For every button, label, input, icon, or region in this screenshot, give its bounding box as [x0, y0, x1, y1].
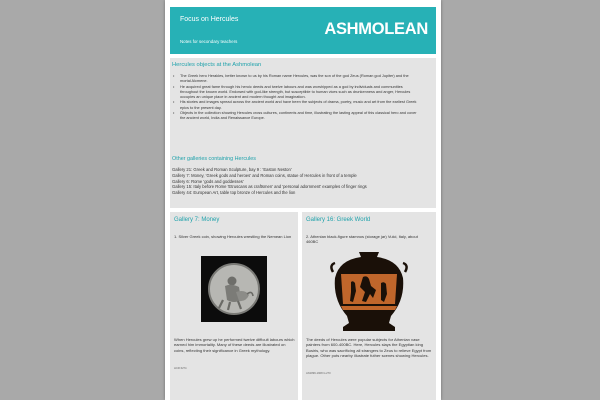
coin-description: When Hercules grew up he performed twelve difficult labours which earned him immortality. Many of these deeds are illustrated on coins, reflecting their significance in Greek mythology. — [174, 337, 295, 353]
intro-bullet: • Objects in the collection showing Hercules cross cultures, continents and time, illustrating the lasting appeal of this classical hero and cover the ancient world, India and Renaissance Europe. — [172, 111, 420, 122]
gallery-list-item: Gallery 44: European Art, table top bronze of Hercules and the lion — [172, 190, 296, 196]
stamnos-reference: AN1896-1908 G.270 — [306, 372, 331, 375]
intro-bullet: • He acquired great fame through his heroic deeds and twelve labours and was worshipped as a god by individuals and communities throughout the known world. Endowed with god-like strength, but susceptible to human vices such as drunkenness and anger, Hercules occupies an unique place in ancient and modern thought and imagination. — [172, 85, 420, 101]
intro-heading: Hercules objects at the Ashmolean — [172, 62, 262, 68]
intro-bullet: • The Greek hero Herakles, better known to us by his Roman name Hercules, was the son of the god Zeus (Roman god Jupiter) and the mortal Alcmene. — [172, 74, 420, 85]
coin-reference: HCR 6274 — [174, 367, 187, 370]
coin-caption: 1. Silver Greek coin, showing Hercules wrestling the Nemean Lion — [174, 234, 292, 239]
document-title: Focus on Hercules — [180, 16, 239, 23]
gallery-list-item: Gallery 21: Greek and Roman Sculpture, bay 9 : 'Easton Neston' — [172, 167, 292, 172]
other-galleries-list — [172, 167, 427, 196]
ashmolean-logo: ASHMOLEAN — [324, 20, 428, 38]
stamnos-caption: 2. Athenian black-figure stamnos (storage jar) Vulci, Italy, about 460BC — [306, 234, 418, 245]
document-page — [165, 0, 441, 400]
silver-coin-image — [201, 256, 267, 322]
gallery-greek-title: Gallery 16: Greek World — [306, 217, 371, 223]
header-banner — [170, 7, 436, 54]
other-galleries-heading: Other galleries containing Hercules — [172, 156, 256, 162]
intro-bullet-list — [172, 74, 420, 122]
stamnos-vase-image — [329, 250, 409, 333]
gallery-list-item: Gallery 15: Italy before Rome 'Etruscans as craftsmen' and 'personal adornment' examples of finger rings — [172, 184, 367, 190]
gallery-greek-panel — [302, 212, 436, 400]
intro-bullet: • His stories and images spread across the ancient world and have been the subjects of drama, poetry, music and art from the earliest Greek epics to the present day. — [172, 100, 420, 111]
gallery-list-item: Gallery 6: Rome 'gods and goddesses' — [172, 178, 244, 184]
gallery-list-item: Gallery 7: Money, 'Greek gods and heroes' and Roman coins, statue of Hercules in front of a temple — [172, 172, 357, 178]
gallery-money-title: Gallery 7: Money — [174, 217, 220, 223]
document-subtitle: Notes for secondary teachers — [180, 39, 238, 44]
stamnos-description: The deeds of Hercules were popular subjects for Athenian vase painters from 600-400BC. Here, Hercules slays the Egyptian king Busiris, who was sacrificing all strangers to Zeus to relieve Egypt from plague. Other pots nearby illustrate futher scenes showing Hercules. — [306, 337, 432, 359]
gallery-money-panel — [170, 212, 298, 400]
